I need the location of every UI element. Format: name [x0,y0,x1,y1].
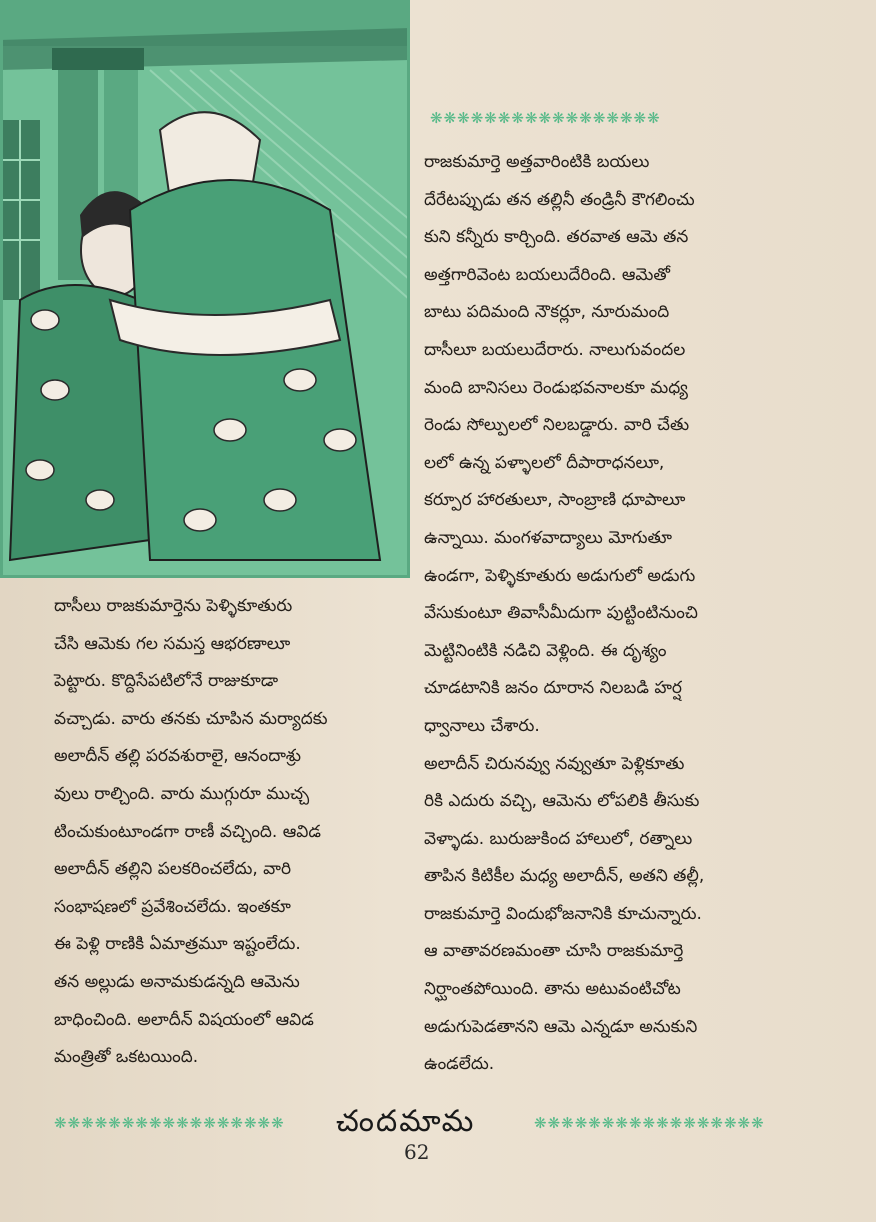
right-paragraph-2: అలాదీన్ చిరునవ్వు నవ్వుతూ పెళ్లికూతు రికి ఎదురు వచ్చి, ఆమెను లోపలికి తీసుకు వెళ్ళాడు. బురుజుకింద హాలులో, రత్నాలు తాపిన కిటికీల మధ్య అలాదీన్, అతని తల్లీ, రాజకుమార్తె విందుభోజనానికి కూచున్నారు. ఆ వాతావరణమంతా చూసి రాజకుమార్తె నిర్ఘాంతపోయింది. తాను అటువంటిచోట అడుగుపెడతానని ఆమె ఎన్నడూ అనుకుని ఉండలేదు. [424,753,705,1075]
right-text-column [424,144,824,1084]
left-paragraph: దాసీలు రాజకుమార్తెను పెళ్ళికూతురు చేసి ఆమెకు గల సమస్త ఆభరణాలూ పెట్టారు. కొద్దిసేపటిలోనే రాజుకూడా వచ్చాడు. వారు తనకు చూపిన మర్యాదకు అలాదీన్ తల్లి పరవశురాలై, ఆనందాశ్రు వులు రాల్చింది. వారు ముగ్గురూ ముచ్చ టించుకుంటూండగా రాణీ వచ్చింది. ఆవిడ అలాదీన్ తల్లిని పలకరించలేదు, వారి సంభాషణలో ప్రవేశించలేదు. ఇంతకూ ఈ పెళ్లి రాణికి ఏమాత్రమూ ఇష్టంలేదు. తన అల్లుడు అనామకుడన్నది ఆమెను బాధించింది. అలాదీన్ విషయంలో ఆవిడ మంత్రితో ఒకటయింది. [54,596,328,1068]
right-paragraph-1: రాజకుమార్తె అత్తవారింటికి బయలు దేరేటప్పుడు తన తల్లినీ తండ్రినీ కౌగలించు కుని కన్నీరు కార్చింది. తరవాత ఆమె తన అత్తగారివెంట బయలుదేరింది. ఆమెతో బాటు పదిమంది నౌకర్లూ, నూరుమంది దాసీలూ బయలుదేరారు. నాలుగువందల మంది బానిసలు రెండుభవనాలకూ మధ్య రెండు సోల్పులలో నిలబడ్డారు. వారి చేతు లలో ఉన్న పళ్ళాలలో దీపారాధనలూ, కర్పూర హారతులూ, సాంబ్రాణి ధూపాలూ ఉన్నాయి. మంగళవాద్యాలు మోగుతూ ఉండగా, పెళ్ళికూతురు అడుగులో అడుగు వేసుకుంటూ తివాసీమీదుగా పుట్టింటినుంచి మెట్టినింటికి నడిచి వెళ్లింది. ఈ దృశ్యం చూడటానికి జనం దూరాన నిలబడి హర్ష ధ్వానాలు చేశారు. [424,152,698,736]
top-ornamental-border: ❋❋❋❋❋❋❋❋❋❋❋❋❋❋❋❋❋ [430,109,661,127]
bottom-left-ornamental-border: ❋❋❋❋❋❋❋❋❋❋❋❋❋❋❋❋❋ [54,1114,285,1132]
illustration-drawing [0,0,410,578]
page-number: 62 [404,1140,430,1164]
left-text-column [54,588,414,1077]
bottom-right-ornamental-border: ❋❋❋❋❋❋❋❋❋❋❋❋❋❋❋❋❋ [534,1114,765,1132]
story-illustration [0,0,410,578]
magazine-title: చందమామ [336,1104,476,1139]
